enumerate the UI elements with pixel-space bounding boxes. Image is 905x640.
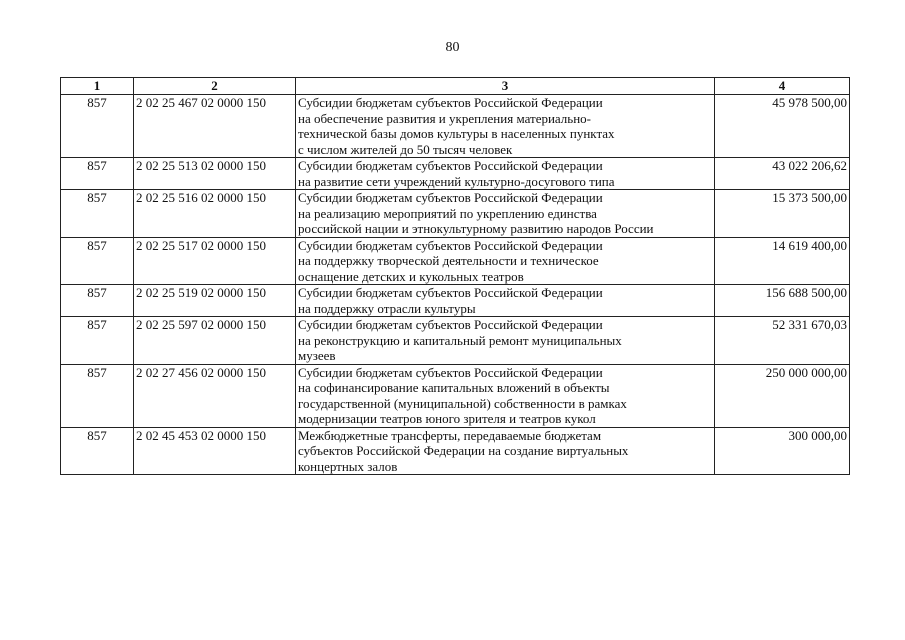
admin-code-cell: 857: [61, 317, 134, 365]
description-line: концертных залов: [298, 458, 398, 474]
amount-cell: 14 619 400,00: [715, 237, 850, 285]
description-line: Межбюджетные трансферты, передаваемые бюджетам: [298, 427, 602, 443]
admin-code-cell: 857: [61, 95, 134, 158]
description-line: Субсидии бюджетам субъектов Российской Федерации: [298, 158, 603, 173]
budget-code-cell: 2 02 25 467 02 0000 150: [134, 95, 296, 158]
amount-cell: 250 000 000,00: [715, 364, 850, 427]
amount-cell: 45 978 500,00: [715, 95, 850, 158]
description-line: с числом жителей до 50 тысяч человек: [298, 141, 513, 157]
description-line: на софинансирование капитальных вложений в объекты: [298, 380, 610, 395]
description-cell: [296, 95, 715, 158]
description-line: оснащение детских и кукольных театров: [298, 268, 524, 284]
description-cell: [296, 190, 715, 238]
description-line: государственной (муниципальной) собственности в рамках: [298, 395, 627, 411]
description-line: на реконструкцию и капитальный ремонт муниципальных: [298, 332, 622, 348]
column-header-3: 3: [296, 78, 715, 95]
admin-code-cell: 857: [61, 237, 134, 285]
description-line: субъектов Российской Федерации на создание виртуальных: [298, 443, 629, 458]
description-line: Субсидии бюджетам субъектов Российской Федерации: [298, 190, 603, 205]
description-line: Субсидии бюджетам субъектов Российской Федерации: [298, 317, 603, 332]
description-cell: [296, 364, 715, 427]
description-cell: [296, 237, 715, 285]
table-row: [61, 95, 850, 158]
admin-code-cell: 857: [61, 364, 134, 427]
budget-code-cell: 2 02 25 516 02 0000 150: [134, 190, 296, 238]
description-cell: [296, 158, 715, 190]
table-row: [61, 285, 850, 317]
budget-code-cell: 2 02 45 453 02 0000 150: [134, 427, 296, 475]
description-line: Субсидии бюджетам субъектов Российской Федерации: [298, 285, 603, 300]
description-cell: [296, 285, 715, 317]
amount-cell: 156 688 500,00: [715, 285, 850, 317]
amount-cell: 52 331 670,03: [715, 317, 850, 365]
table-row: [61, 427, 850, 475]
budget-code-cell: 2 02 25 517 02 0000 150: [134, 237, 296, 285]
budget-code-cell: 2 02 25 597 02 0000 150: [134, 317, 296, 365]
column-header-1: 1: [61, 78, 134, 95]
description-line: на развитие сети учреждений культурно-досугового типа: [298, 173, 615, 189]
admin-code-cell: 857: [61, 190, 134, 238]
description-line: на обеспечение развития и укрепления материально-: [298, 110, 592, 126]
description-line: музеев: [298, 348, 336, 363]
amount-cell: 43 022 206,62: [715, 158, 850, 190]
description-line: Субсидии бюджетам субъектов Российской Федерации: [298, 237, 603, 253]
table-row: [61, 364, 850, 427]
amount-cell: 15 373 500,00: [715, 190, 850, 238]
budget-code-cell: 2 02 25 513 02 0000 150: [134, 158, 296, 190]
description-line: российской нации и этнокультурному развитию народов России: [298, 221, 654, 236]
table-row: [61, 158, 850, 190]
description-line: Субсидии бюджетам субъектов Российской Федерации: [298, 364, 603, 380]
admin-code-cell: 857: [61, 158, 134, 190]
description-line: на реализацию мероприятий по укреплению единства: [298, 205, 597, 221]
description-line: технической базы домов культуры в населенных пунктах: [298, 126, 615, 141]
description-line: модернизации театров юного зрителя и театров кукол: [298, 411, 596, 426]
description-cell: [296, 427, 715, 475]
amount-cell: 300 000,00: [715, 427, 850, 475]
budget-table: [60, 77, 850, 475]
column-header-4: 4: [715, 78, 850, 95]
description-line: Субсидии бюджетам субъектов Российской Федерации: [298, 95, 603, 110]
budget-code-cell: 2 02 25 519 02 0000 150: [134, 285, 296, 317]
admin-code-cell: 857: [61, 427, 134, 475]
table-header-row: [61, 78, 850, 95]
budget-code-cell: 2 02 27 456 02 0000 150: [134, 364, 296, 427]
description-cell: [296, 317, 715, 365]
admin-code-cell: 857: [61, 285, 134, 317]
table-row: [61, 237, 850, 285]
table-row: [61, 190, 850, 238]
column-header-2: 2: [134, 78, 296, 95]
description-line: на поддержку творческой деятельности и техническое: [298, 253, 599, 268]
table-row: [61, 317, 850, 365]
description-line: на поддержку отрасли культуры: [298, 300, 476, 316]
page-number: 80: [445, 40, 460, 55]
